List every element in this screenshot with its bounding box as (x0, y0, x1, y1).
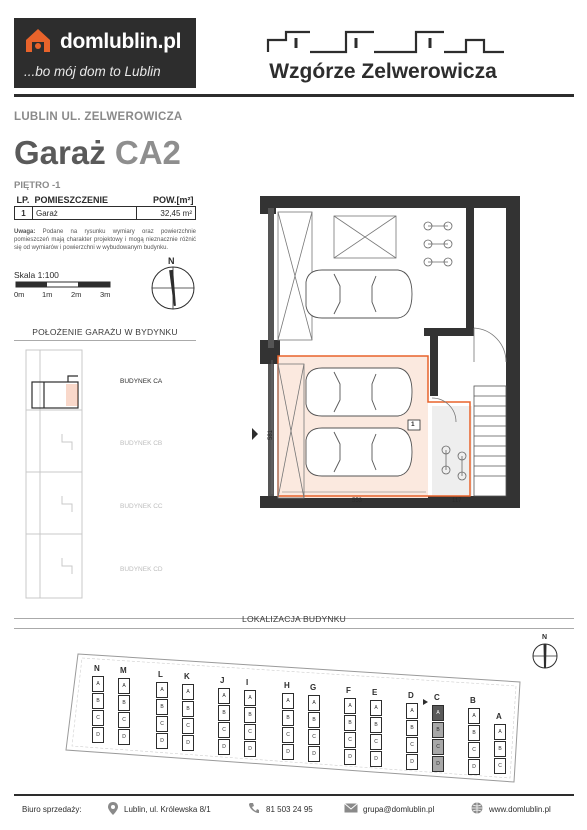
site-unit: C (244, 724, 256, 740)
site-unit: A (118, 678, 130, 694)
house-logo-icon (24, 26, 52, 54)
site-unit: B (468, 725, 480, 741)
site-unit: A (92, 676, 104, 692)
site-unit: A (494, 724, 506, 740)
tick-2: 2m (71, 290, 82, 299)
site-unit: B (182, 701, 194, 717)
site-unit: A (468, 708, 480, 724)
site-unit: D (344, 749, 356, 765)
site-unit: B (282, 710, 294, 726)
site-unit: A (406, 703, 418, 719)
footer-divider (14, 794, 574, 796)
site-building-label: J (220, 676, 225, 685)
site-unit: A (282, 693, 294, 709)
site-building-label: C (434, 693, 440, 702)
scale-label: Skala 1:100 (14, 270, 59, 280)
site-unit: A (218, 688, 230, 704)
site-unit: C (118, 712, 130, 728)
site-unit: C (432, 739, 444, 755)
site-unit: D (244, 741, 256, 757)
site-unit: D (182, 735, 194, 751)
phone-icon (248, 802, 260, 814)
site-unit: D (468, 759, 480, 775)
table-row (15, 207, 196, 220)
site-building-label: A (496, 712, 502, 721)
site-unit: B (156, 699, 168, 715)
globe-icon (471, 802, 483, 814)
project-skyline-logo (266, 26, 506, 56)
site-unit: C (370, 734, 382, 750)
footer-website[interactable] (489, 805, 551, 814)
col-room: POMIESZCZENIE (33, 194, 137, 207)
site-building-label: E (372, 688, 378, 697)
col-area: POW.[m²] (136, 194, 195, 207)
footer-website-text[interactable]: www.domlublin.pl (489, 805, 551, 814)
logo-name: domlublin.pl (60, 30, 182, 53)
compass-icon (150, 258, 196, 312)
address-line: LUBLIN UL. ZELWEROWICZA (14, 111, 183, 123)
garage-floor-plan (248, 190, 538, 526)
site-unit: B (118, 695, 130, 711)
site-unit: B (308, 712, 320, 728)
site-unit: B (244, 707, 256, 723)
site-building-label: L (158, 670, 163, 679)
title-code: CA2 (114, 134, 181, 171)
disclaimer-note (14, 228, 196, 252)
site-building-label: K (184, 672, 190, 681)
site-unit: C (282, 727, 294, 743)
room-number-tag: 1 (411, 421, 415, 428)
floor-label: PIĘTRO -1 (14, 180, 61, 191)
site-unit: C (92, 710, 104, 726)
site-unit: A (370, 700, 382, 716)
site-unit: D (370, 751, 382, 767)
site-unit: C (218, 722, 230, 738)
dim-height: 581 (268, 429, 275, 441)
site-unit: D (92, 727, 104, 743)
building-label-cc: BUDYNEK CC (120, 503, 163, 510)
site-rule-bottom (14, 628, 574, 629)
tick-1: 1m (42, 290, 53, 299)
site-unit: B (218, 705, 230, 721)
dim-width: 553 (352, 498, 363, 504)
site-compass-icon (530, 636, 560, 672)
site-unit: A (308, 695, 320, 711)
site-unit: C (468, 742, 480, 758)
location-pin-icon (108, 802, 118, 815)
row-lp: 1 (15, 207, 33, 220)
site-unit: D (282, 744, 294, 760)
site-unit: A (182, 684, 194, 700)
site-unit: B (494, 741, 506, 757)
site-unit: B (370, 717, 382, 733)
site-unit: D (118, 729, 130, 745)
rooms-table (14, 194, 196, 220)
site-unit: D (406, 754, 418, 770)
footer-email-text[interactable]: grupa@domlublin.pl (363, 805, 435, 814)
footer-email[interactable] (363, 805, 434, 814)
footer-address: Lublin, ul. Królewska 8/1 (124, 805, 211, 814)
site-building-label: M (120, 666, 127, 675)
site-building-label: N (94, 664, 100, 673)
site-unit: A (156, 682, 168, 698)
building-section-drawing (22, 346, 88, 602)
site-unit: A (344, 698, 356, 714)
site-unit: B (344, 715, 356, 731)
note-label: Uwaga: (14, 229, 36, 235)
tick-0: 0m (14, 290, 25, 299)
site-unit: A (244, 690, 256, 706)
note-text: Podane na rysunku wymiary oraz powierzchnie pomieszczeń mają charakter projektowy i mogą nieznacznie różnić się od wymiarów i powierzchni w wybudowanym budynku. (14, 229, 196, 251)
footer-phone: 81 503 24 95 (266, 805, 313, 814)
compass-n-label: N (168, 256, 175, 266)
site-unit: C (406, 737, 418, 753)
logo-tagline: ...bo mój dom to Lublin (24, 64, 161, 79)
row-room: Garaż (33, 207, 137, 220)
site-unit: C (308, 729, 320, 745)
title-prefix: Garaż (14, 134, 106, 171)
site-building-label: F (346, 686, 351, 695)
col-lp: LP. (15, 194, 33, 207)
site-unit: D (218, 739, 230, 755)
logo-block (14, 18, 196, 88)
tick-3: 3m (100, 290, 111, 299)
scale-bar (14, 281, 114, 289)
building-label-ca: BUDYNEK CA (120, 378, 163, 385)
header-divider (14, 94, 574, 97)
site-unit: C (182, 718, 194, 734)
project-name: Wzgórze Zelwerowicza (269, 60, 497, 83)
site-unit: D (156, 733, 168, 749)
site-building-label: H (284, 681, 290, 690)
site-building-label: D (408, 691, 414, 700)
site-unit: B (92, 693, 104, 709)
site-pointer-icon (423, 699, 428, 705)
site-unit: C (344, 732, 356, 748)
site-unit: B (432, 722, 444, 738)
building-label-cd: BUDYNEK CD (120, 566, 163, 573)
site-unit: C (156, 716, 168, 732)
site-unit: B (406, 720, 418, 736)
site-unit: D (308, 746, 320, 762)
site-building-label: G (310, 683, 317, 692)
site-unit-active: A (432, 705, 444, 721)
page-title (14, 134, 181, 172)
footer-sales-label: Biuro sprzedaży: (22, 805, 82, 814)
dim-small: 117 (452, 498, 462, 504)
section-rule-bottom (14, 340, 196, 341)
site-building-label: B (470, 696, 476, 705)
site-unit: D (432, 756, 444, 772)
site-section-title: LOKALIZACJA BUDYNKU (242, 614, 346, 624)
site-unit: C (494, 758, 506, 774)
building-label-cb: BUDYNEK CB (120, 440, 163, 447)
envelope-icon (344, 803, 358, 813)
location-section-title: POŁOŻENIE GARAŻU W BYDYNKU (14, 327, 196, 337)
row-area: 32,45 m² (136, 207, 195, 220)
site-building-label: I (246, 678, 249, 687)
site-compass-n: N (542, 634, 548, 641)
